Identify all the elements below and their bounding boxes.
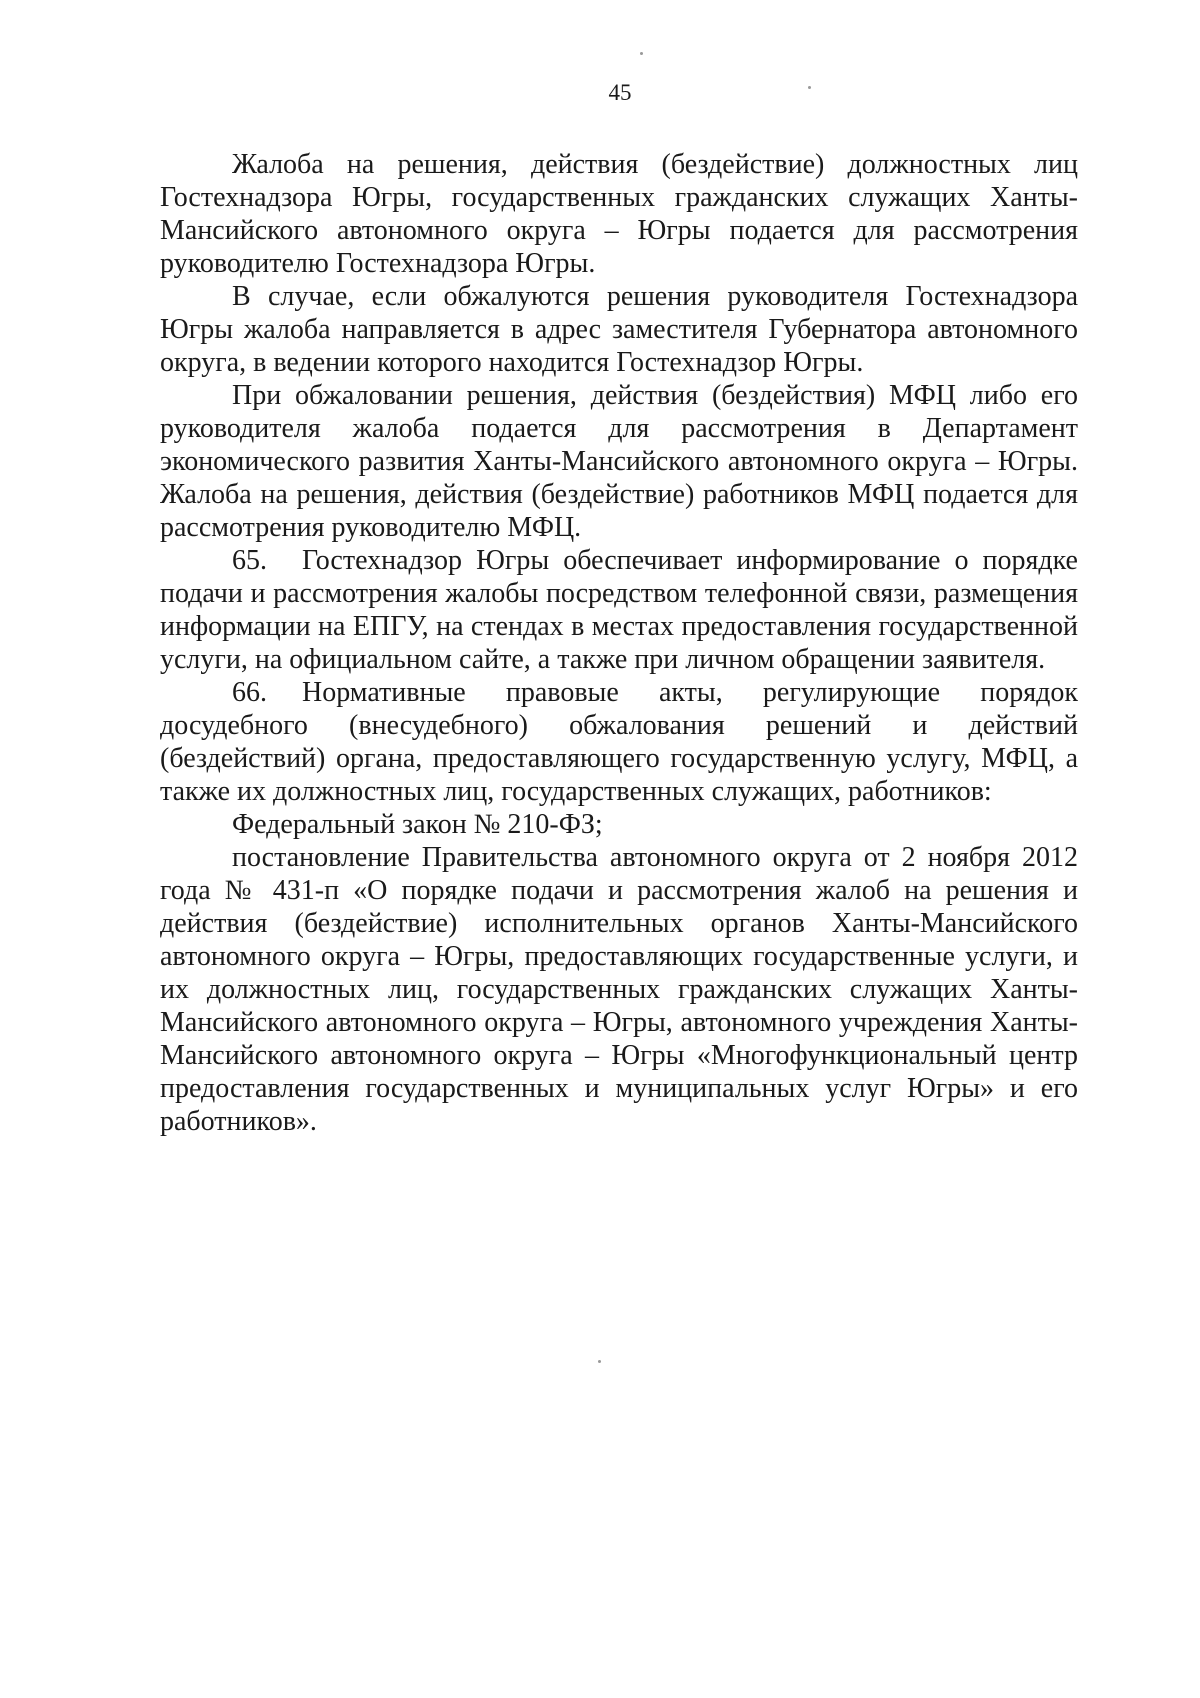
paragraph-complaint-mfc <box>160 379 1078 544</box>
paragraph-number: 66. <box>232 677 267 708</box>
paragraph-text: В случае, если обжалуются решения руководителя Гостехнадзора Югры жалоба направляется в адрес заместителя Губернатора автономного округа, в ведении которого находится Гостехнадзор Югры. <box>160 281 1078 378</box>
paragraph-complaint-head <box>160 280 1078 379</box>
paragraph-65 <box>160 544 1078 676</box>
page-number: 45 <box>608 80 632 105</box>
paragraph-text: Нормативные правовые акты, регулирующие порядок досудебного (внесудебного) обжалования решений и действий (бездействий) органа, предоставляющего государственную услугу, МФЦ, а также их должностных лиц, государственных служащих, работников: <box>160 677 1078 807</box>
paragraph-66 <box>160 676 1078 808</box>
paragraph-text: Федеральный закон № 210-ФЗ; <box>232 809 603 840</box>
scan-speck <box>598 1360 601 1363</box>
paragraph-text: Жалоба на решения, действия (бездействие) должностных лиц Гостехнадзора Югры, государственных гражданских служащих Ханты-Мансийского автономного округа – Югры подается для рассмотрения руководителю Гостехнадзора Югры. <box>160 149 1078 279</box>
paragraph-resolution <box>160 841 1078 1138</box>
paragraph-text: Гостехнадзор Югры обеспечивает информирование о порядке подачи и рассмотрения жалобы посредством телефонной связи, размещения информации на ЕПГУ, на стендах в местах предоставления государственной услуги, на официальном сайте, а также при личном обращении заявителя. <box>160 545 1078 675</box>
paragraph-federal-law <box>160 808 1078 841</box>
scan-speck <box>808 86 811 89</box>
document-body <box>160 148 1078 1138</box>
paragraph-complaint-officials <box>160 148 1078 280</box>
paragraph-text: При обжаловании решения, действия (бездействия) МФЦ либо его руководителя жалоба подается для рассмотрения в Департамент экономического развития Ханты-Мансийского автономного округа – Югры. Жалоба на решения, действия (бездействие) работников МФЦ подается для рассмотрения руководителю МФЦ. <box>160 380 1078 543</box>
paragraph-number: 65. <box>232 545 267 576</box>
scan-speck <box>640 52 643 55</box>
paragraph-text: постановление Правительства автономного округа от 2 ноября 2012 года № 431-п «О порядке подачи и рассмотрения жалоб на решения и действия (бездействие) исполнительных органов Ханты-Мансийского автономного округа – Югры, предоставляющих государственные услуги, и их должностных лиц, государственных гражданских служащих Ханты-Мансийского автономного округа – Югры, автономного учреждения Ханты-Мансийского автономного округа – Югры «Многофункциональный центр предоставления государственных и муниципальных услуг Югры» и его работников». <box>160 842 1078 1137</box>
